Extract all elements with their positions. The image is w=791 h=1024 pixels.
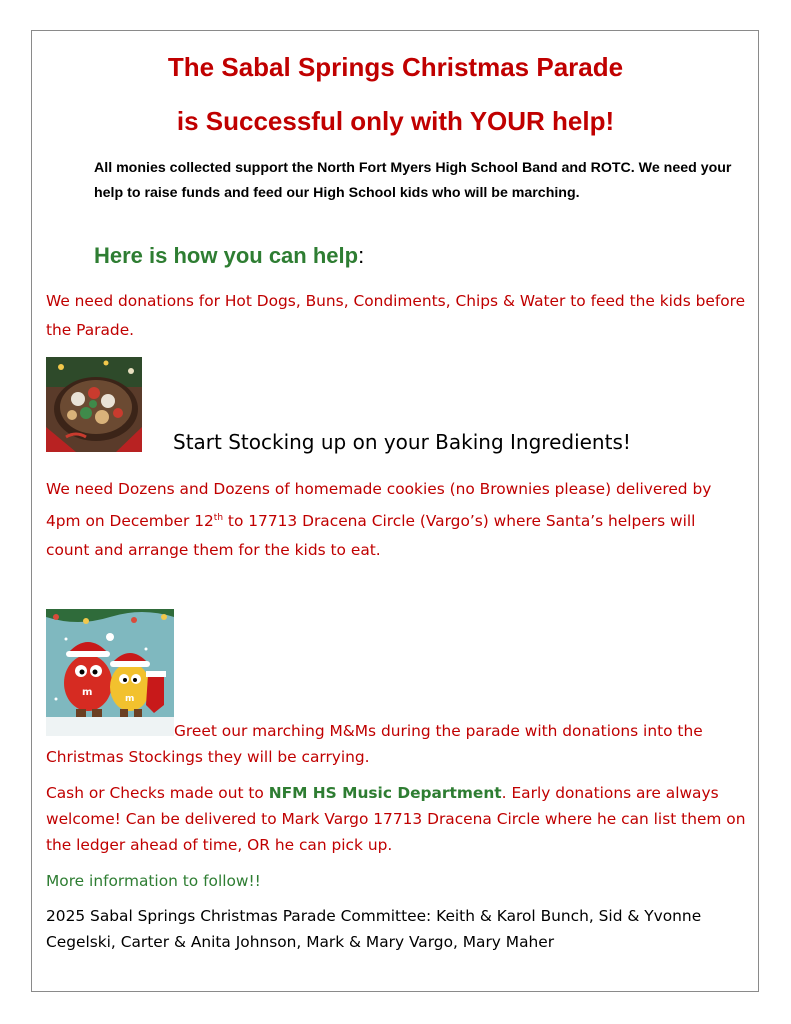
mm-characters-image: [46, 609, 174, 736]
donations-paragraph: We need donations for Hot Dogs, Buns, Condiments, Chips & Water to feed the kids before the Parade.: [46, 292, 746, 339]
checks-text-2: . Early donations are always welcome! Can be delivered to Mark Vargo 17713 Dracena Circle where he can list them on the ledger ahead of time, OR he can pick up.: [46, 784, 746, 854]
stocking-text: Start Stocking up on your Baking Ingredients!: [173, 430, 631, 454]
cookies-image: [46, 357, 142, 452]
help-heading-text: Here is how you can help: [94, 243, 359, 268]
mm-paragraph: Greet our marching M&Ms during the parade with donations into the Christmas Stockings they will be carrying.: [46, 722, 703, 766]
cookies-text-2: to 17713 Dracena Circle (Vargo’s) where Santa’s helpers will count and arrange them for the kids to eat.: [46, 512, 696, 560]
checks-org-name: NFM HS Music Department: [268, 784, 502, 802]
checks-text-1: Cash or Checks made out to: [46, 784, 269, 802]
help-heading: [94, 243, 364, 269]
help-heading-colon: :: [358, 243, 365, 268]
svg-text:m: m: [82, 687, 93, 698]
cookies-date-suffix: th: [213, 513, 224, 523]
cookies-paragraph: [46, 475, 736, 565]
committee-text: 2025 Sabal Springs Christmas Parade Committee: Keith & Karol Bunch, Sid & Yvonne Cegelski, Carter & Anita Johnson, Mark & Mary Vargo, Mary Maher: [46, 907, 702, 951]
title-line-2: is Successful only with YOUR help!: [176, 106, 615, 136]
cookies-text-1: We need Dozens and Dozens of homemade cookies (no Brownies please) delivered by 4pm on December 12: [46, 480, 712, 531]
intro-paragraph: All monies collected support the North Fort Myers High School Band and ROTC. We need your help to raise funds and feed our High School kids who will be marching.: [94, 160, 732, 201]
checks-paragraph: [46, 780, 751, 858]
title-line-1: The Sabal Springs Christmas Parade: [167, 52, 624, 82]
svg-text:m: m: [125, 694, 135, 704]
more-info-text: More information to follow!!: [46, 872, 261, 890]
